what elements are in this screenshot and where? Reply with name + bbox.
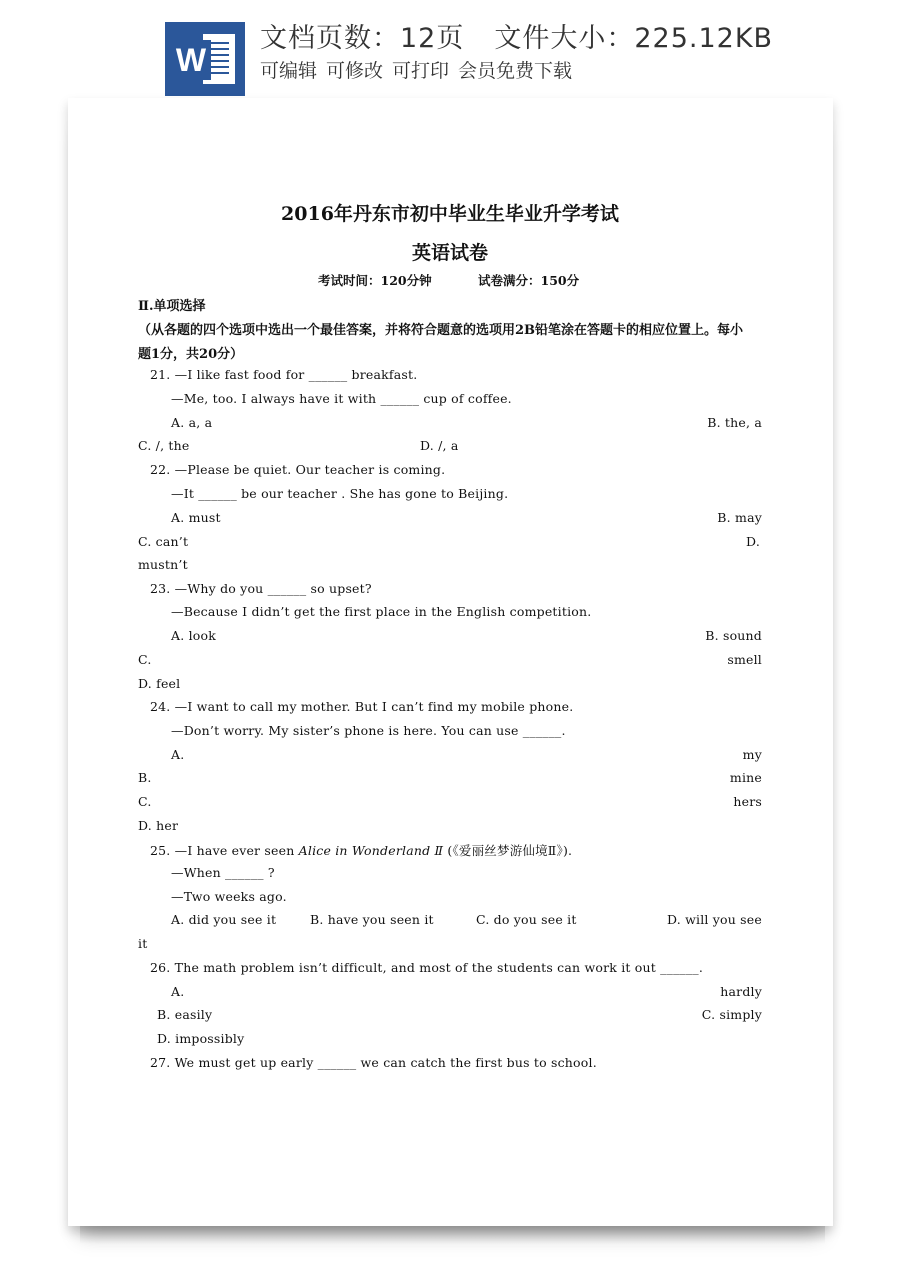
- q23-line-2: —Because I didn’t get the first place in the English competition.: [171, 604, 592, 619]
- q22-option-c: C. can’t: [138, 534, 189, 549]
- full-score: 试卷满分：150分: [478, 273, 580, 288]
- feature-free-download: 会员免费下载: [458, 60, 573, 82]
- book-title: Alice in Wonderland Ⅱ: [298, 843, 444, 858]
- q21-option-a: A. a, a: [171, 415, 213, 430]
- q24-line-1: 24. —I want to call my mother. But I can’t find my mobile phone.: [150, 699, 574, 714]
- q24-option-c-label: C.: [138, 794, 152, 809]
- pages-label: 文档页数：12页: [260, 23, 465, 54]
- doc-subtitle: 英语试卷: [411, 242, 488, 264]
- q21-line-2: —Me, too. I always have it with ______ cup of coffee.: [171, 391, 512, 406]
- q21-option-b: B. the, a: [707, 415, 762, 430]
- section-heading: Ⅱ.单项选择: [138, 299, 206, 314]
- q25-line-1: [150, 841, 572, 859]
- exam-time: 考试时间：120分钟: [318, 273, 432, 288]
- q26-option-b: B. easily: [157, 1007, 213, 1022]
- size-label: 文件大小：225.12KB: [494, 23, 774, 54]
- q23-option-d: D. feel: [138, 676, 181, 691]
- q23-line-1: 23. —Why do you ______ so upset?: [150, 581, 372, 596]
- instruction-line-2: 题1分，共20分）: [138, 347, 244, 362]
- feature-editable: 可编辑: [260, 60, 318, 82]
- q25-line-2: —When ______ ?: [171, 865, 275, 880]
- q23-option-c-label: C.: [138, 652, 152, 667]
- q21-line-1: 21. —I like fast food for ______ breakfast.: [150, 367, 418, 382]
- q26-option-a-text: hardly: [720, 984, 762, 999]
- q22-option-d-text: mustn’t: [138, 557, 188, 572]
- q24-option-a-label: A.: [171, 747, 185, 762]
- q24-option-a-text: my: [742, 747, 762, 762]
- file-info: [260, 16, 773, 55]
- q22-line-1: 22. —Please be quiet. Our teacher is coming.: [150, 462, 446, 477]
- q24-option-b-text: mine: [729, 770, 762, 785]
- q26-line-1: 26. The math problem isn’t difficult, and most of the students can work it out ______.: [150, 960, 704, 975]
- q25-line-1-start: 25. —I have ever seen: [150, 843, 299, 858]
- q22-option-b: B. may: [717, 510, 762, 525]
- q25-line-1-end: (《爱丽丝梦游仙境Ⅱ》).: [447, 843, 573, 858]
- q26-option-a-label: A.: [171, 984, 185, 999]
- q24-line-2: —Don’t worry. My sister’s phone is here. You can use ______.: [171, 723, 566, 738]
- q23-option-b: B. sound: [705, 628, 762, 643]
- q25-option-d: D. will you see: [666, 912, 762, 927]
- q21-option-d: D. /, a: [420, 438, 459, 453]
- feature-printable: 可打印: [392, 60, 450, 82]
- q26-option-c: C. simply: [701, 1007, 762, 1022]
- q24-option-d: D. her: [138, 818, 179, 833]
- feature-list: [260, 56, 581, 83]
- word-letter: W: [171, 40, 211, 80]
- q25-option-d-continued: it: [138, 936, 148, 951]
- q25-option-a: A. did you see it: [171, 912, 277, 927]
- q21-option-c: C. /, the: [138, 438, 190, 453]
- q25-line-3: —Two weeks ago.: [171, 889, 287, 904]
- q23-option-a: A. look: [171, 628, 216, 643]
- feature-modifiable: 可修改: [326, 60, 384, 82]
- download-header: [0, 0, 900, 100]
- instruction-line-1: （从各题的四个选项中选出一个最佳答案，并将符合题意的选项用2B铅笔涂在答题卡的相应位置上。每小: [138, 323, 744, 338]
- q25-option-c: C. do you see it: [476, 912, 577, 927]
- doc-title: 2016年丹东市初中毕业生毕业升学考试: [281, 203, 619, 225]
- q22-option-d-label: D.: [746, 534, 760, 549]
- q25-option-b: B. have you seen it: [310, 912, 434, 927]
- q22-option-a: A. must: [171, 510, 221, 525]
- q24-option-c-text: hers: [733, 794, 762, 809]
- q27-line-1: 27. We must get up early ______ we can catch the first bus to school.: [150, 1055, 597, 1070]
- q24-option-b-label: B.: [138, 770, 152, 785]
- word-document-icon: [165, 22, 245, 96]
- q26-option-d: D. impossibly: [157, 1031, 245, 1046]
- q23-option-c-text: smell: [727, 652, 762, 667]
- q22-line-2: —It ______ be our teacher . She has gone to Beijing.: [171, 486, 509, 501]
